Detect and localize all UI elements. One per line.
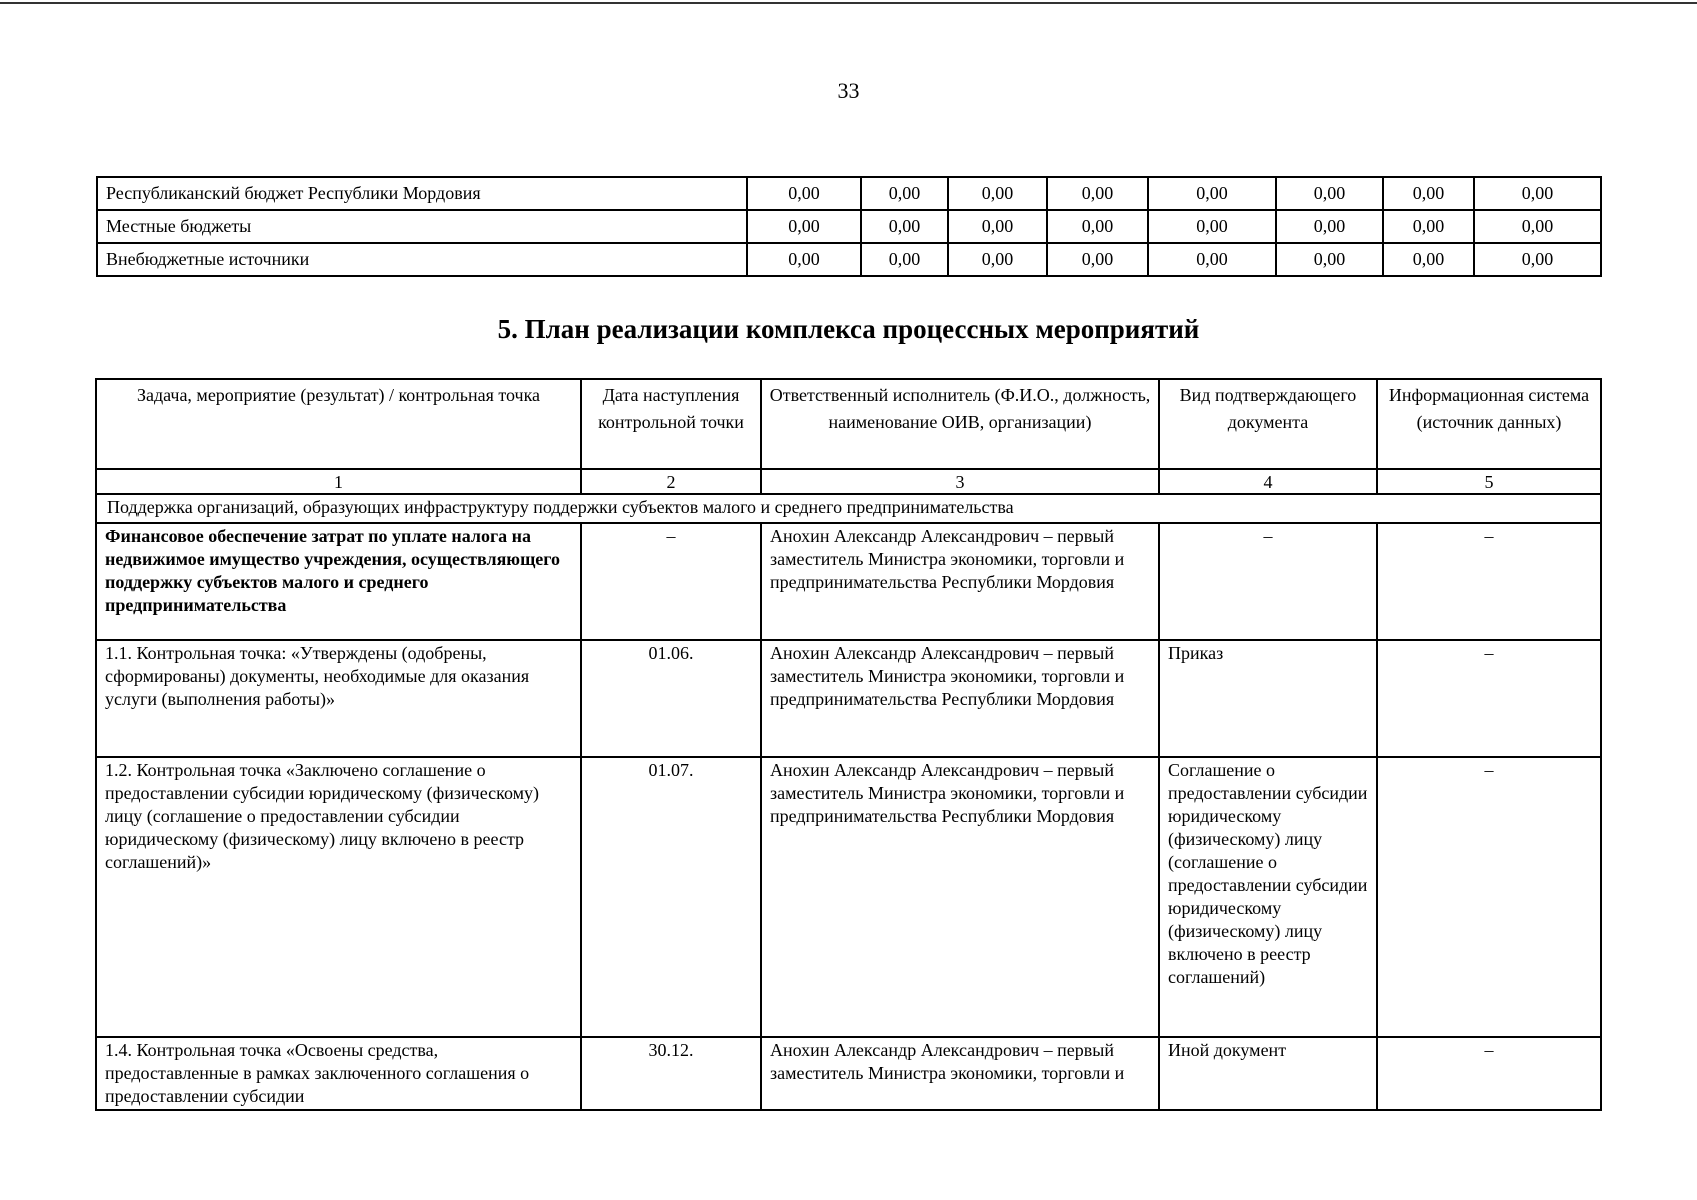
column-number: 2 — [581, 469, 761, 494]
budget-value: 0,00 — [747, 243, 861, 276]
header-document: Вид подтверждающего документа — [1159, 379, 1377, 469]
column-number-row — [96, 469, 1601, 494]
document-cell: – — [1159, 523, 1377, 640]
budget-value: 0,00 — [1047, 210, 1148, 243]
date-cell: 30.12. — [581, 1037, 761, 1110]
budget-row-label: Республиканский бюджет Республики Мордовия — [97, 177, 747, 210]
budget-value: 0,00 — [861, 210, 948, 243]
budget-value: 0,00 — [1474, 210, 1601, 243]
table-row — [96, 640, 1601, 757]
budget-value: 0,00 — [1276, 210, 1383, 243]
budget-value: 0,00 — [1383, 177, 1474, 210]
document-cell: Иной документ — [1159, 1037, 1377, 1110]
budget-value: 0,00 — [1474, 177, 1601, 210]
budget-row-label: Местные бюджеты — [97, 210, 747, 243]
budget-value: 0,00 — [1047, 243, 1148, 276]
header-executor: Ответственный исполнитель (Ф.И.О., должность, наименование ОИВ, организации) — [761, 379, 1159, 469]
budget-value: 0,00 — [1383, 210, 1474, 243]
system-cell: – — [1377, 523, 1601, 640]
column-number: 5 — [1377, 469, 1601, 494]
system-cell: – — [1377, 757, 1601, 1037]
budget-value: 0,00 — [747, 210, 861, 243]
executor-cell: Анохин Александр Александрович – первый заместитель Министра экономики, торговли и предпринимательства Республики Мордовия — [761, 523, 1159, 640]
date-cell: – — [581, 523, 761, 640]
budget-value: 0,00 — [1474, 243, 1601, 276]
budget-row — [97, 243, 1601, 276]
header-date: Дата наступления контрольной точки — [581, 379, 761, 469]
plan-header-row — [96, 379, 1601, 469]
task-cell: 1.4. Контрольная точка «Освоены средства, предоставленные в рамках заключенного соглашения о предоставлении субсидии — [96, 1037, 581, 1110]
column-number: 1 — [96, 469, 581, 494]
top-border-line — [0, 2, 1697, 4]
budget-value: 0,00 — [861, 177, 948, 210]
budget-value: 0,00 — [1047, 177, 1148, 210]
budget-value: 0,00 — [1276, 177, 1383, 210]
executor-cell: Анохин Александр Александрович – первый заместитель Министра экономики, торговли и предпринимательства Республики Мордовия — [761, 640, 1159, 757]
section-title: 5. План реализации комплекса процессных мероприятий — [497, 314, 1200, 344]
system-cell: – — [1377, 1037, 1601, 1110]
plan-section-label: Поддержка организаций, образующих инфраструктуру поддержки субъектов малого и среднего предпринимательства — [96, 494, 1601, 523]
header-task: Задача, мероприятие (результат) / контрольная точка — [96, 379, 581, 469]
table-row — [96, 523, 1601, 640]
budget-table — [96, 176, 1602, 277]
document-cell: Соглашение о предоставлении субсидии юридическому (физическому) лицу (соглашение о предоставлении субсидии юридическому (физическому) лицу включено в реестр соглашений) — [1159, 757, 1377, 1037]
budget-value: 0,00 — [1148, 177, 1276, 210]
document-cell: Приказ — [1159, 640, 1377, 757]
budget-value: 0,00 — [747, 177, 861, 210]
plan-table — [95, 378, 1602, 1111]
header-system: Информационная система (источник данных) — [1377, 379, 1601, 469]
column-number: 4 — [1159, 469, 1377, 494]
budget-value: 0,00 — [948, 243, 1047, 276]
executor-cell: Анохин Александр Александрович – первый заместитель Министра экономики, торговли и предпринимательства Республики Мордовия — [761, 757, 1159, 1037]
date-cell: 01.07. — [581, 757, 761, 1037]
task-cell: 1.1. Контрольная точка: «Утверждены (одобрены, сформированы) документы, необходимые для оказания услуги (выполнения работы)» — [96, 640, 581, 757]
system-cell: – — [1377, 640, 1601, 757]
budget-value: 0,00 — [861, 243, 948, 276]
table-row — [96, 1037, 1601, 1110]
date-cell: 01.06. — [581, 640, 761, 757]
plan-section-row — [96, 494, 1601, 523]
task-cell: Финансовое обеспечение затрат по уплате налога на недвижимое имущество учреждения, осуществляющего поддержку субъектов малого и среднего предпринимательства — [96, 523, 581, 640]
executor-cell: Анохин Александр Александрович – первый заместитель Министра экономики, торговли и — [761, 1037, 1159, 1110]
task-cell: 1.2. Контрольная точка «Заключено соглашение о предоставлении субсидии юридическому (физическому) лицу (соглашение о предоставлении субсидии юридическому (физическому) лицу включено в реестр соглашений)» — [96, 757, 581, 1037]
budget-value: 0,00 — [1148, 210, 1276, 243]
budget-value: 0,00 — [948, 210, 1047, 243]
column-number: 3 — [761, 469, 1159, 494]
budget-row-label: Внебюджетные источники — [97, 243, 747, 276]
budget-row — [97, 210, 1601, 243]
table-row — [96, 757, 1601, 1037]
budget-row — [97, 177, 1601, 210]
budget-value: 0,00 — [1148, 243, 1276, 276]
budget-value: 0,00 — [948, 177, 1047, 210]
budget-value: 0,00 — [1276, 243, 1383, 276]
budget-value: 0,00 — [1383, 243, 1474, 276]
page-number: 33 — [837, 78, 860, 103]
